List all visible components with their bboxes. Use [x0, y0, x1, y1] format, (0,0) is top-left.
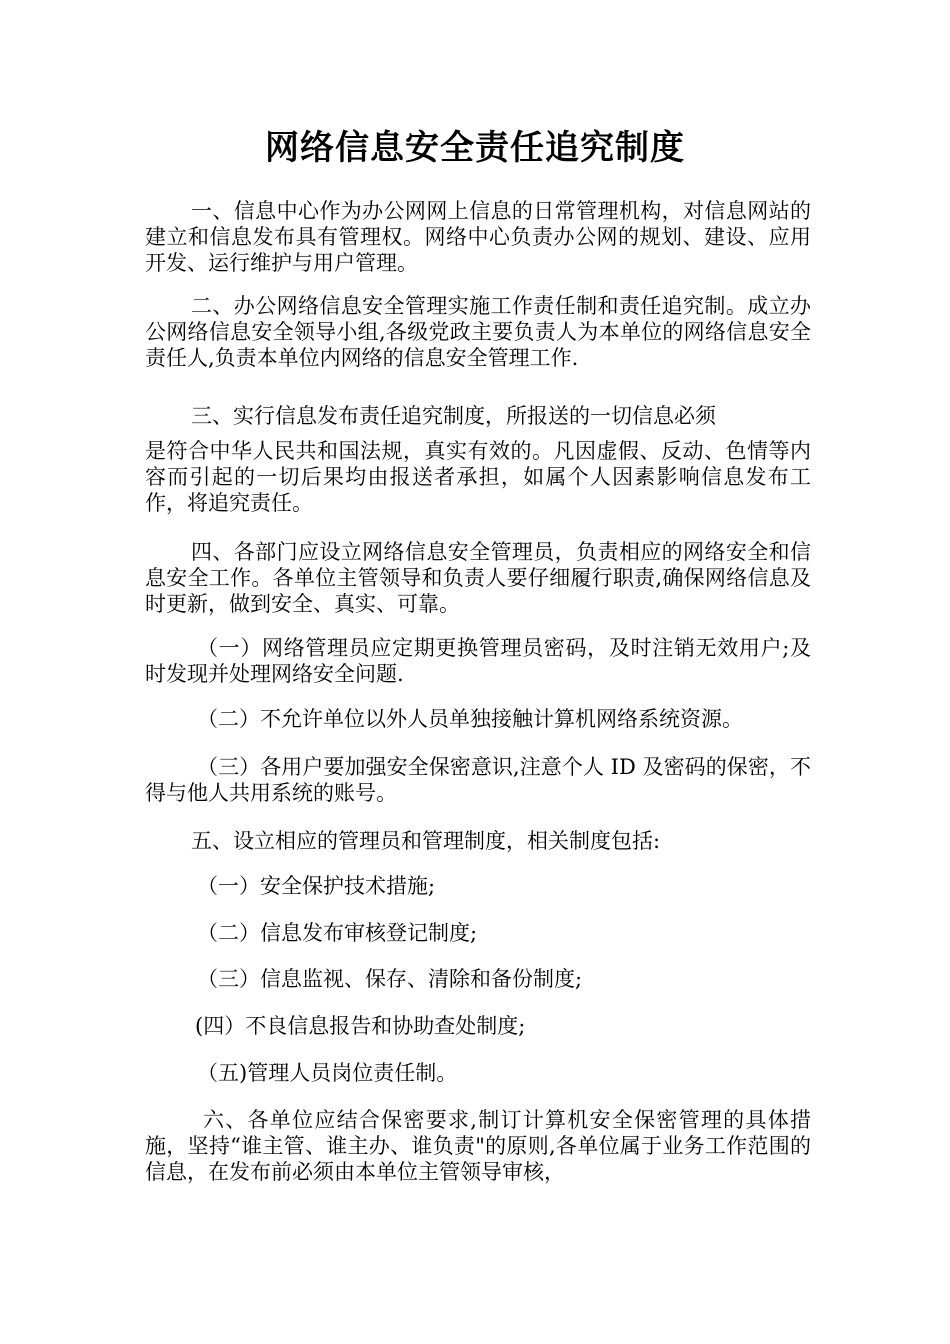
paragraph-5: 五、设立相应的管理员和管理制度，相关制度包括:: [191, 829, 661, 853]
paragraph-5-item-3: （三）信息监视、保存、清除和备份制度;: [197, 967, 583, 991]
paragraph-4: 四、各部门应设立网络信息安全管理员，负责相应的网络安全和信息安全工作。各单位主管领导和负责人要仔细履行职责,确保网络信息及时更新，做到安全、真实、可靠。: [145, 540, 811, 616]
paragraph-3: 三、实行信息发布责任追究制度，所报送的一切信息必须: [191, 404, 716, 428]
paragraph-2: 二、办公网络信息安全管理实施工作责任制和责任追究制。成立办公网络信息安全领导小组,各级党政主要负责人为本单位的网络信息安全责任人,负责本单位内网络的信息安全管理工作.: [145, 294, 811, 370]
paragraph-5-item-4: (四）不良信息报告和协助查处制度;: [195, 1014, 526, 1038]
document-title: 网络信息安全责任追究制度: [265, 128, 685, 168]
paragraph-5-item-1: （一）安全保护技术措施;: [197, 874, 436, 898]
paragraph-5-item-5: （五)管理人员岗位责任制。: [197, 1061, 458, 1085]
paragraph-5-item-2: （二）信息发布审核登记制度;: [197, 921, 478, 945]
paragraph-4-item-1: （一）网络管理员应定期更换管理员密码，及时注销无效用户;及时发现并处理网络安全问题.: [145, 636, 811, 686]
paragraph-3-continued: 是符合中华人民共和国法规，真实有效的。凡因虚假、反动、色情等内容而引起的一切后果均由报送者承担，如属个人因素影响信息发布工作，将追究责任。: [145, 439, 811, 515]
paragraph-1: 一、信息中心作为办公网网上信息的日常管理机构，对信息网站的建立和信息发布具有管理权。网络中心负责办公网的规划、建设、应用开发、运行维护与用户管理。: [145, 199, 811, 275]
paragraph-6: 六、各单位应结合保密要求,制订计算机安全保密管理的具体措施，坚持“谁主管、谁主办、谁负责"的原则,各单位属于业务工作范围的信息，在发布前必须由本单位主管领导审核，: [145, 1108, 811, 1184]
paragraph-4-item-3: （三）各用户要加强安全保密意识,注意个人 ID 及密码的保密，不得与他人共用系统的账号。: [145, 755, 811, 805]
paragraph-4-item-2: （二）不允许单位以外人员单独接触计算机网络系统资源。: [197, 707, 743, 731]
